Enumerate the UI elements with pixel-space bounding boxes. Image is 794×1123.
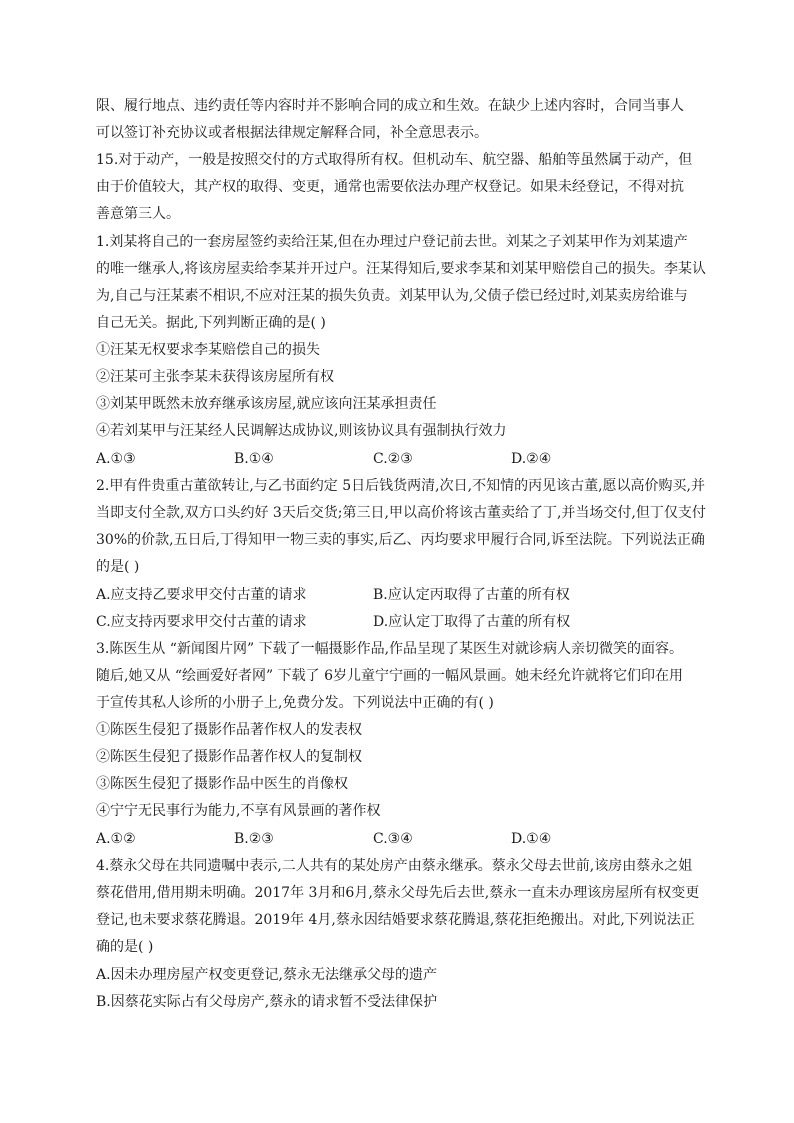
q4-stem-4: 确的是( ) [96,939,154,955]
q3-stem-3: 于宣传其私人诊所的小册子上,免费分发。下列说法中正确的有( ) [96,695,494,711]
q3-stem-1: 3.陈医生从 “新闻图片网” 下载了一幅摄影作品,作品呈现了某医生对就诊病人亲切微笑的面容。 [96,641,684,657]
q2-option-a: A.应支持乙要求甲交付古董的请求 [96,587,307,603]
q4-option-a: A.因未办理房屋产权变更登记,蔡永无法继承父母的遗产 [96,967,438,983]
q3-item-3: ③陈医生侵犯了摄影作品中医生的肖像权 [96,776,348,792]
q3-option-d: D.①④ [511,831,552,847]
q1-item-2: ②汪某可主张李某未获得该房屋所有权 [96,369,334,385]
q4-option-b: B.因蔡花实际占有父母房产,蔡永的请求暂不受法律保护 [96,994,438,1010]
q1-item-4: ④若刘某甲与汪某经人民调解达成协议,则该协议具有强制执行效力 [96,423,507,439]
q3-option-c: C.③④ [373,831,413,847]
q2-stem-4: 的是( ) [96,559,140,575]
q3-stem-2: 随后,她又从 “绘画爱好者网” 下载了 6岁儿童宁宁画的一幅风景画。她未经允许就将它们印在用 [96,668,684,684]
q3-item-2: ②陈医生侵犯了摄影作品著作权人的复制权 [96,749,362,765]
q1-option-a: A.①③ [96,451,136,467]
q4-stem-1: 4.蔡永父母在共同遗嘱中表示,二人共有的某处房产由蔡永继承。蔡永父母去世前,该房由蔡永之姐 [96,858,693,874]
q4-stem-2: 蔡花借用,借用期未明确。2017年 3月和6月,蔡永父母先后去世,蔡永一直未办理该房屋所有权变更 [96,885,700,901]
q2-option-d: D.应认定丁取得了古董的所有权 [373,614,571,630]
note15-line-3: 善意第三人。 [96,206,180,222]
intro-line-2: 可以签订补充协议或者根据法律规定解释合同，补全意思表示。 [96,125,488,141]
q1-item-1: ①汪某无权要求李某赔偿自己的损失 [96,342,320,358]
q3-item-1: ①陈医生侵犯了摄影作品著作权人的发表权 [96,722,362,738]
q1-item-3: ③刘某甲既然未放弃继承该房屋,就应该向汪某承担责任 [96,396,437,412]
q1-stem-2: 的唯一继承人,将该房屋卖给李某并开过户。汪某得知后,要求李某和刘某甲赔偿自己的损失。李某认 [96,261,706,277]
q2-stem-1: 2.甲有件贵重古董欲转让,与乙书面约定 5日后钱货两清,次日,不知情的丙见该古董,愿以高价购买,并 [96,478,705,494]
q3-option-a: A.①② [96,831,136,847]
q2-stem-3: 30%的价款,五日后,丁得知甲一物三卖的事实,后乙、丙均要求甲履行合同,诉至法院。下列说法正确 [96,532,705,548]
q1-stem-3: 为,自己与汪某素不相识,不应对汪某的损失负责。刘某甲认为,父债子偿已经过时,刘某卖房给谁与 [96,288,688,304]
q4-stem-3: 登记,也未要求蔡花腾退。2019年 4月,蔡永因结婚要求蔡花腾退,蔡花拒绝搬出。对此,下列说法正 [96,912,695,928]
note15-line-1: 15.对于动产，一般是按照交付的方式取得所有权。但机动车、航空器、船舶等虽然属于动产，但 [96,152,693,168]
note15-line-2: 由于价值较大，其产权的取得、变更，通常也需要依法办理产权登记。如果未经登记，不得对抗 [96,179,684,195]
q2-stem-2: 当即支付全款,双方口头约好 3天后交货;第三日,甲以高价将该古董卖给了丁,并当场交付,但丁仅支付 [96,505,706,521]
q1-option-d: D.②④ [511,451,552,467]
q1-option-c: C.②③ [373,451,413,467]
intro-line-1: 限、履行地点、违约责任等内容时并不影响合同的成立和生效。在缺少上述内容时，合同当事人 [96,98,684,114]
q1-option-b: B.①④ [234,451,274,467]
q2-option-c: C.应支持丙要求甲交付古董的请求 [96,614,307,630]
q3-item-4: ④宁宁无民事行为能力,不享有风景画的著作权 [96,803,381,819]
q1-stem-1: 1.刘某将自己的一套房屋签约卖给汪某,但在办理过户登记前去世。刘某之子刘某甲作为刘某遗产 [96,234,688,250]
q1-stem-4: 自己无关。据此,下列判断正确的是( ) [96,315,326,331]
q3-option-b: B.②③ [234,831,274,847]
q2-option-b: B.应认定丙取得了古董的所有权 [373,587,570,603]
